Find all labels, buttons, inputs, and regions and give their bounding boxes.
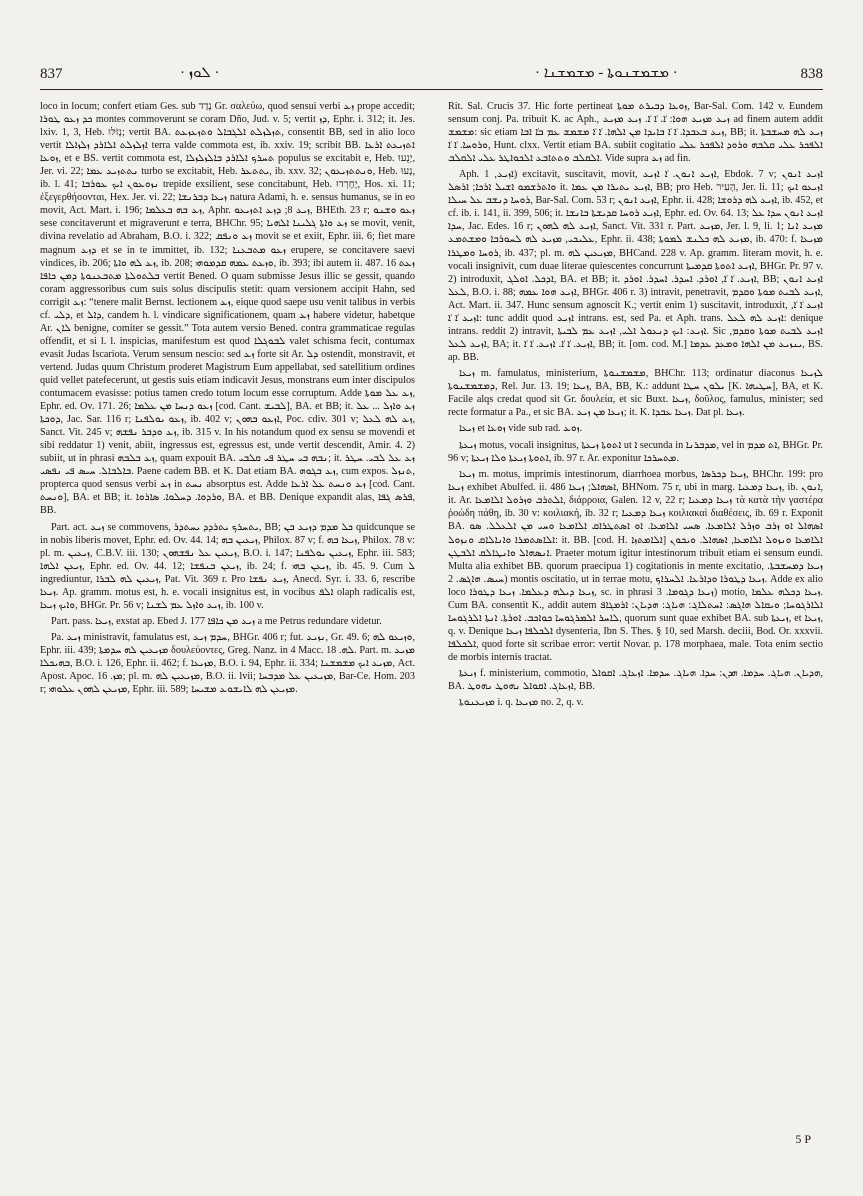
printer-signature: 5 P — [795, 1132, 811, 1146]
entry-aphel: Aph. ܐܙܝܥ, 1) excitavit, suscitavit, movit, ܐܙܝܥ ܐܢܘܢ. ܐ݁ ܐܙܝܥ, Ebdok. 7 v; ܐܙܝܥ ܐܢܘܢ ܘܐܬܪܫܡܘ ܐܫܝܠ ܐܪܟܐ; ܐܪܣܠ it. ܐܙܝܥ ܝܬܝܪܐ ܡܢ ܥܡܐ, BB; pro Heb. הָעִיר, Jer. li. 11; ܐܙܝܥܘ ܐܝܟ ܪܘܚܐ ܕܢܫܒ ܥܠ ܚܝܠܐ, Bar-Sal. Com. 53 r; ܐܙܝܥ ܐܢܘܢ, Ephr. ii. 428; ܐܙܝܥ ܠܗ ܕܪܘܫܐ, ib. 452, et cf. ib. i. 141, ii. 399, 506; it. ܐܙܝܥ ܪܘܚܐ ܩܕܝܫܬܐ ܒܐܢܫܐ, Ephr. ed. Ov. 64. 13; ܐܙܝܥ ܐܢܘܢ ܚܕܐ ܥܠ ܚܕܐ, Jac. Edes. 16 r; ܐܙܝܥ ܠܗ ܠܗܘܢ, Sanct. Vit. 331 r. Part. ܡܙܝܥ, Jer. l. 9, li. 1; ܡܙܝܥ ܐܢܐ ܥܠܝܟܝ, ܡܙܝܥ ܠܗ ܠܚܘܪܒܐ ܘܡܫܬܡܥ, Ephr. ii. 438; ܡܙܝܥ ܠܗ ܟܠܢܫ ܠܡܘܬܐ, ib. 470: f. ܡܙܝܥܐ ܪܘܚܐ ܘܡܛܪܐ, ib. 437; pl. m. ܡܙܝܥܝܢ ܠܗ, BHCand. 228 v. Ap. gramm. literam movit, h. e. vocali insignivit, cum duae literae quiescentes concurrunt ܐܙܝܥ ܐܬܘܬܐ ܩܕܡܝܬܐ, BHGr. Pr. 97 v. 2) introduxit, ܐܕܟܠ. ܐܘܠܓ, BA. et BB; it. ܐܙܝܥ. ܐ݁ ܐ݁, ܐܘܪܕ. ܐܚܕܪ. ܐܚܕܪ. ܐܘܪܕ, BB; ܐܙܝܥ ܐܢܘܢ ܠܥܠ, B.O. i. 88; ܐܙܝܥ ܗܘܐ ܥܡܗ, BHGr. 406 r. 3) intravit, penetravit, ܐܙܝܥ ܠܒܝܬ ܡܘܬܐ ܘܩܕܡ, Act. Mart. ii. 347. Hunc sensum agnoscit K.; vertit enim 1) suscitavit, introduxit, ܐܙܝܥ ܐ݁ ܐ݁, ܐܙܝܥ ܐ݁ ܐ݁: tunc addit quod ܐܙܝܥ intrans. est, sed Pa. et Aph. trans. ܐܙܝܥ ܠܗ ܠܥܠ: denique intrans. reddit 2) intravit, ܐܙܝܥ: ܐܝܟ ܕܢܥܘܠ ܐܠܝ, ܐܙܝܥ ܥܡ ܠܒܝܬܐ. Sic ܐܙܝܥ ܠܒܝܬ ܡܘܬܐ ܘܩܕܡ, ܐܙܝܥ ܠܥܠ, BA; it. ܐܙܝܥ. ܐ݁ ܐ݁. ܐܙܝܥ. ܐ݁ ܐ݁, BB; it. [om. cod. M.] ܝܢܙܝܥ ܡܢ ܐܠܗܐ ܘܡܥܕ ܥܕܡܐ, BS. ap. BB. — [448, 169, 824, 363]
entry-famulatus: ܙܝܥܐ m. famulatus, ministerium, ܡܫܡܫܢܘܬܐ, BHChr. 113; ordinatur diaconus ܠܙܝܥܐ ܕܡܫܡܫܢܘܬܐ, Rel. Jur. 13. 19; ܙܝܥܐ, BA, BB, K.: addunt ܝܠܘܢ ܚܛܐ [K. ܚܛܝܗܐ], BA, et K. Facile alqs credat quod sit Gr. δουλεία, et sic Buxt. ܙܝܥܐ, δοῦλος, famulus, minister; sed recte formatur a Pa., et sic BA. ܙܝܥܐ ܡܢ ܙܝܥ; it. K. ܙܝܥܐ ܥܒܕܐ. Dat pl. ܙܝܥܐ. — [448, 367, 824, 419]
entry-ministerium: ܙܝܥܬܐ f. ministerium, commotio, ܗܕܝܐܢ. ܗܝܐܓ. ܚܕܡܐ. ܗܕܢ: ܚܕܐ. ܗܝܐܓ. ܚܕܡܐ. ܐܙܥܐܓ. ܐܩܘܐܠ, BA. ܐܙܥܐܓ. ܐܩܘܐܠ ܢܗܘܛ ܢܗܘܛ, BB. — [448, 667, 823, 693]
entry-cross-reference: ܙܝܥܐ et ܙܘܥܐ vide sub rad. ܙܘܥ. — [459, 423, 583, 435]
entry-continued-zaa: loco in locum; confert etiam Ges. sub נָדַד Gr. σαλεύω, quod sensui verbi ܙܥ prope accedit; ܟܕ ܙܥܘ ܛܘܪܐ montes commoverunt se coram Dño, Jud. v. 5; vertit ܕܙ, Ephr. i. 312; it. Jes. lxiv. 1, 3, Heb. נָזֹלּוּ; vertit BA. ܬܙܠܙܠܬ ܐܠܓܒܐܠ ܘܬܙܥܙܥܬ, consentit BB, sed in alio loco vertit ܐܙܠܙܠܬ ܐܠܐܪܕ ܙܠܙܐܠܐ terra valde commota est, ib. xxiv. 19; scribit BB. ܐܬܙܝܥܬ ܐܪܥܐ ܙܘܥܐ, et e BS. vertit commota est, ܬܚܪܟ ܐܠܐܪܕ ܒܐܠܙܠܙܠܐ populus se excitabit e, Heb. יָנֻעוּ, Jer. vi. 22; ܢܬܬܙܝܥ ܥܡܐ turbo se excitabit, Heb. ܝܬܬܥܪ, ib. xxv. 32; ܘܢܬܬܙܝܥܘܢ, Heb. נָעוּ, ib. l. 41; ܢܙܘܥܘܢ ܐܝܟ ܥܘܪܒܐ trepide exsilient, sese concitabunt, Heb. יֶחֶרְדוּ, Hos. xi. 11; ἐξεγερθήσονται, Hex. Jer. vi. 22; ܙܝܥܐ ܕܒܪܢܫܐ natura Adami, h. e. sensus humanus, se in eo movit, Act. Mart. i. 196; ܙܥ ܒܗ ܒܥܠܡܐ, Aphr. ܙܝܥ 8; ܕܙܥ ܐܬܙܝܥܘ, BHEth. 23 r; ܙܥܘ ܘܫܢܘ sese concitaverunt et migraverunt e terra, BHChr. 95; ܙܥ ܘܐܬܐ ܓܠܝܢܐ ܐܠܗܝܐ se movit, venit, divina revelatio ad Abraham, B.O. i. 322; ܙܥ ܘܢܦܩ movit se et exiit, Ephr. iii. 6; fiet mare magnum ܕܙܥ et se in te immittet, ib. 132; ܙܥܘ ܡܬܒܥܢܐ erupere, se concitavere saevi vindices, ib. 206; ܙܥ ܠܗ ܘܐܬܐ, ib. 208; ܘܙܥܬ ܥܡܗ ܩܕܡܘܗܝ, ib. 393; ibi autem ii. 487. 16 ܙܥܬ ܒܠܬܘܠܬܐ ܡܬܒܥܢܘܬܐ ܕܡܢ ܟܐܦܐ vertit Bened. O quam submisse Jesus illic se gessit, quando coram aggressoribus cum suis solus discipulis stetit: quam versionem accipit Hahn, sed corrigit ܙܥ: “tenere malit Bernst. lectionem ܙܥ, eique quod saepe usu venit talibus in verbis cf. ܕܠܝ, et ܕܐܠ, candem h. l. vindicare significationem, quam ܙܥ habere videtur, habetque Ar. ܠܐܢ benigne, comiter se gessit.” Tota autem versio Bened. contra grammaticae regulas offendit, et si l. l. inspicias, manifestum est quod ܠܒܘܓܠܐ valet schisma fecit, contumax evasit Judas Iscariota. Verum sensum nescio: sed ܙܥ forte sit Ar. ܕܠ ostendit, monstravit, et vertend. Judas quum Christum proderet Magistrum Eum appellabat, sed satellitium ordines quid vellet patefecerunt, ut gestis suis etiam indicavit Jesus, monstrans eum inter discipulos contumacem evasisse: potius tamen credo totum locum esse corruptum. Adde ܙܥ ܥܠ ܡܘܬܐ, Ephr. ed. Ov. 171. 26; ܙܥܘ ܕܢܚܐ ܡܢ ܥܠܡܐ [cod. Cant. ܠܒܝܫ], BA. et BB; it. ܙܥ ܘܐܙܠ ... ܥܠ ܕܘܟܬܐ, Jac. Sar. 116 r; ܙܥܘ ܝܘܠܦܢܐ, ib. 402 v; ܐܙܥܘ ܒܗܘܢ, Poc. cdiv. 301 v; ܙܥ ܠܗ ܠܥܠ, Sanct. Vit. 245 v; ܙܥ ܘܕܒܪ ܢܦܫܗ, ib. 315 v. In his notandum quod ex sensu se movendi et sibi reddatur 1) venit, abiit, ingressus est, egressus est, unde vertit descendit, Amir. 4. 2) subiit, ut in phrasi ܙܥ ܒܠܒܗ, quam expouit BA. ܢܒܗ ܒܝ ܚܛܪ ܦܝ ܩܠܒܝ; it. ܙܥ ܥܠ ܠܒܝ. ܚܛܪ ܒܐܠܒܐܠ. ܚܝܣ ܦܝ ܢܦܣܝ. Paene cadem BB. et K. Dat etiam BA. ܙܥ ܒܓܘܗ, cum expos. ܬܢܙܠ, propterca quod sensus verbi ܙܥ in ܢܚܬ absorptus est. Adde ܙܥ ܘܢܚܬ ܥܠ ܐܪܥܐ [cod. Cant. ܘܢܚܬ], BA. et BB; it. ܘܪܕܘܐ. ܕܚܠܘܐ. ܣܐܪܘܐ, BA. et BB. Denique expandit alas, ܦܪܣ ܓܦܐ, BB. — [40, 101, 416, 517]
entry-iq: ܡܙܝܥܢܘܬܐ i. q. ܡܙܝܥܐ no. 2, q. v. — [459, 697, 584, 709]
right-running-title: · ܡܫܡܫܢܘܬܐ - ܡܫܡܫܢܐ · — [535, 65, 678, 81]
entry-vocali-insignitus: ܙܝܥܬܐ motus, vocali insignitus, ܐܬܘܬܐ ܙܝܥܬܐ ut ܐ secunda in ܡܕܒܪܢܐ, vel in ܐܬ ܡܕܡ, BHGr. Pr. 96 v; ܐܬܘܬܐ ܙܝܥܬܐ ܘܠܐ ܙܝܥܬܐ, ib. 97 r. Ar. exponitur ܡܬܚܪܟܐ. — [448, 440, 823, 465]
entry-part-active: Part. act. ܙܝܥ se commovens, ܝܬܚܪܟ ܝܬܪܕܕ ܝܚܬܕܪ, BB; ܟܠ ܡܕܡ ܕܙܝܥ ܒܢ quidcunque se in nobis liberis movet, Ephr. ed. Ov. 44. 14; ܙܝܥܝܢ ܒܗ, Philox. 87 v; f. ܙܝܥܐ ܒܗ, Philox. 78 v: pl. m. ܙܝܥܝܢ, C.B.V. iii. 130; ܙܝܥܝܢ ܥܠ ܢܦܫܗܘܢ, B.O. i. 147; ܙܝܥܝܢ ܝܘܠܦܢܐ, Ephr. iii. 583; ܙܝܥܢ ܐܠܗܐ, Ephr. ed. Ov. 44. 12; ܙܝܥܢ ܒܢܦܫܐ, ib. 24; f. ܙܝܥܢ ܒܗܝ, ib. 45. 9. Cum ܠ ingrediuntur, ܙܝܥܝܢ ܠܗ ܠܒܪܐ, Pat. Vit. 369 r. Pro ܙܝܥ ܢܦܫܐ, Anecd. Syr. i. 33. 6, rescribe ܙܝܥܐ. Ap. gramm. motus est, h. e. vocali insignitus est, in vocibus ܐܠܦ olaph radicalis est, ܘܐܝܟ ܙܝܥܐ, BHGr. Pr. 56 v; ܙܝܥ ܘܐܙܠ ܥܡ ܠܫܢܐ, ib. 100 v. — [40, 521, 416, 611]
entry-pael-continued: Rit. Sal. Crucis 37. Hic forte pertineat ܙܘܥܐ ܕܒܝܪܬ ܡܘܬܐ, Bar-Sal. Com. 142 v. Eundem sensum conj. Pa. tribuit K. ac Aph., ܙܝܥ ܡܙܝܥ ܗܘܐ: ܐ݁. ܐ݁ ܐ݁. ܙܝܥ ܡܙܝܥ ad finem autem addit ܡܫܡܫ: sic etiam ܙܝܥ ܒܥܒܕܐ. ܐ݁ ܐ݁ ܒܐܝܕܐ ܡܢ ܐܠܗܐ. ܐ݁ ܐ݁ ܡܫܡܫ ܥܡ ܒܐ݁ ܐܒܐ, BB; it. ܙܝܥ ܠܗ ܡܚܫܒܬܐ ܘܪܘܚܐ. ܐ݁ ܐ݁, Hunt. clxx. Vertit etiam BA. subiit cogitatio ܐܠܦܟܪ ܥܠܝ ܩܠܒܗ ܘܪܘܕ ܐܠܦܟܪ ܥܠܝ ܐܠܩܠܒ ܘܬܬܐܒܥ ܐܠܟܘܐܛܪ ܥܠܝ ܐܠܩܠܒ. Vide supra ܙܥ ad fin. — [448, 101, 823, 165]
header-rule — [40, 89, 823, 90]
right-column — [448, 100, 823, 712]
left-page-number: 837 — [40, 66, 63, 82]
left-running-title: · ܠܘܙ · — [180, 65, 220, 81]
running-head — [40, 62, 823, 90]
entry-pael: Pa. ܙܝܥ ministravit, famulatus est, ܚܕܡ ܙܝܥ, BHGr. 406 r; fut. ܢܙܝܥ, Gr. 49. 6; ܘܙܝܥܘ ܠܗ, Ephr. iii. 439; ܡܙܝܥܝܢ ܠܗ ܚܕܡܬܐ δουλεύοντες, Greg. Nanz. in 4 Macc. ܠܗ. 18. Part. m. ܡܙܝܥ ܒܗܝܟܠܐ, B.O. i. 126, Ephr. ii. 462; f. ܡܙܝܥܐ, B.O. i. 94, Ephr. ii. 334; ܡܙܝܥ ܐܝܟ ܡܫܡܫܢܐ, Act. Apost. Apoc. ܡܙ. 16; pl. m. ܡܙܝܥܝܢ ܠܗ, B.O. ii. lvii; ܡܙܝܥܝܢ ܥܠ ܡܕܒܚܐ, Bar-Ce. Hom. 203 r; ܡܙܝܥܢ ܠܗܘܢ ܥܠܘܗܝ, Ephr. iii. 589; ܡܙܝܥܢ ܠܗ ܠܐܝܫܘܥ ܡܫܝܚܐ. — [40, 631, 415, 696]
right-page-number: 838 — [800, 66, 823, 82]
entry-part-passive: Part. pass. ܙܝܥܐ, exstat ap. Ebed J. 177 ܙܝܥ ܡܢ ܟܐܦܐ a me Petrus redundare videtur. — [51, 615, 382, 627]
left-column — [40, 100, 415, 699]
entry-motus: ܙܝܥܐ m. motus, imprimis intestinorum, diarrhoea morbus, ܙܝܥܐ ܕܟܪܣܐ, BHChr. 199: pro ܙܝܥܐ exhibet Abulfed. ii. 486 ܐܣܗܐܠ; ܙܝܥܐ, BHNom. 75 r, ubi in marg. ܙܝܥܐ ܕܡܥܝܐ, ib. ܐܢܘܢ, it. Ar. ܐܠܬܪܒ ܘܙܪܘܠ ܐܠܐܡܥܐ, διάρροια, Galen. 12 v, 22 r; ܙܝܥܐ ܕܡܥܝܐ τὰ κατὰ τὴν γαστέρα ῥοώδη πάθη, ib. 30 v: κοιλιακή, ib. 32 r; ܙܝܥܐ ܕܡܥܝܐ κοιλιακαὶ διαθέσεις, ib. 69 r. Exponit BA. ܐܣܗܐܠ ܐܘ ܙܪܒ ܘܙܪܠ ܐܠܐܡܥܐ. ܣܚܝ ܐܠܐܡܥܐ. ܐܘ ܐܣܬܛܪܐܩ ܐܠܐܡܥܐ ܘܚܝ ܡܢ ܐܠܥܠܠ. ܣܘ ܐܠܐܣܬܡܪܐ ܘܐܢܐܠܐܩ ܘܢܙܘܠ: it. BB. [cod. H. ܐܠܐܡܬܙܐ] ܐܠܐܡܥܐ ܘܢܙܘܠ ܐܠܐܡܥܐ, ܐܣܗܐܠ. ܘܝܟܘܢ ܐܢܣܗܐܠ ܘܐܢܛܐܠܩ ܐܠܒܛܢ. Praeter motum igitur intestinorum tribuit etiam ei sensum eundi. Multa alia exhibet BB. quorum praecipua 1) cogitationis in mente excitatio, ܙܝܥܐ ܕܡܚܫܒܬܐ. ܚܝܣ. ܗܐܓܣ. 2) montis oscitatio, ut in terrae motu, ܙܝܥܐ ܕܛܘܪܐ ܘܕܐܪܥܐ. ܐܠܚܪܐܟ. Adde ex alio loco ܙܝܥܐ ܕܝܠܗ ܕܥܠܡܐ. ܙܝܥܐ ܕܛܘܪܐ, sc. in phrasi ܙܝܥܐ ܕܓܘܡܐ. 3) motio, ܙܝܥܐ ܕܟܠܗ ܥܠܡܐ. Cum BA. consentit K., addit autem ܐܠܐܪܓܘܚܐ; ܘܝܩܐܠ ܗܐܓܣ: ܐܚܬܠܐܓ: ܗܝܐܓ: ܗܕܝܐܢ: ܐܪܡܓܐܦ ܠܐܚܪ ܐܠܡܪܓܘܚܐ ܟܘܐܟܒ. ܐܘܪܬܐ. ܐܢܬܐ ܐܠܪܓܘܚܐ, quorum sunt quae exhibet BA. sub ܙܝܥܬܐ, et ܙܝܥܐ, q. v. Denique ܐܠܟܠܦܐ ܙܝܥܐ dysenteria, Ibn S. Thes. § 10, sed Marsh. deciii, Bod. Or. xxxvii. ܐܠܟܠܦܐ, quod forte sit scribae error: vertit Novar. p. 178 morphaea, male. Tota enim sectio de morbis internis tractat. — [448, 469, 824, 663]
